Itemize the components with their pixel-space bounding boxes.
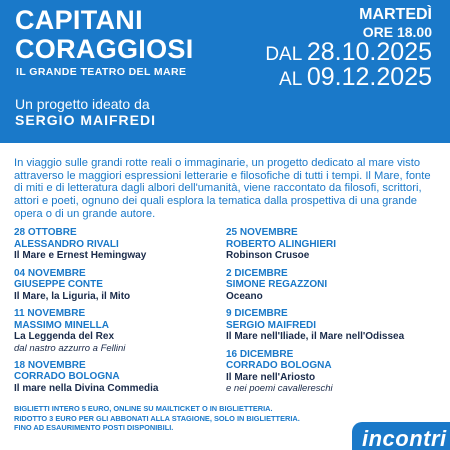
entry-speaker: MASSIMO MINELLA — [14, 319, 109, 331]
event-subtitle: IL GRANDE TEATRO DEL MARE — [16, 66, 187, 78]
entry-date: 11 NOVEMBRE — [14, 308, 86, 319]
schedule-left-column — [14, 227, 229, 400]
event-title — [15, 6, 194, 64]
ticket-line-2: RIDOTTO 3 EURO PER GLI ABBONATI ALLA STAGIONE, SOLO IN BIGLIETTERIA. — [14, 413, 300, 423]
schedule-entry — [14, 360, 229, 395]
entry-title: Oceano — [226, 290, 263, 302]
entry-title: Il Mare nell'Iliade, il Mare nell'Odissea — [226, 331, 405, 342]
entry-date: 28 OTTOBRE — [14, 227, 77, 238]
entry-speaker: CORRADO BOLOGNA — [14, 371, 120, 382]
entry-speaker: ALESSANDRO RIVALI — [14, 238, 119, 250]
entry-subtitle: e nei poemi cavallereschi — [226, 383, 333, 394]
ticket-label: BIGLIETTI — [14, 404, 50, 413]
header-banner — [0, 0, 450, 143]
ticket-line-1 — [14, 404, 344, 414]
schedule-right-column — [226, 227, 441, 400]
entry-date: 25 NOVEMBRE — [226, 227, 298, 238]
ticket-info — [14, 404, 344, 433]
entry-speaker: CORRADO BOLOGNA — [226, 360, 332, 371]
schedule-entry — [226, 349, 441, 395]
date-from-value: 28.10.2025 — [306, 38, 432, 66]
schedule-entry — [14, 227, 229, 262]
entry-date: 18 NOVEMBRE — [14, 359, 86, 371]
entry-title: Il Mare e Ernest Hemingway — [14, 250, 147, 261]
title-line-1: CAPITANI — [15, 5, 143, 35]
ticket-line-3: FINO AD ESAURIMENTO POSTI DISPONIBILI. — [14, 423, 174, 432]
entry-speaker: SIMONE REGAZZONI — [226, 279, 328, 290]
entry-title: La Leggenda del Rex — [14, 331, 115, 342]
entry-speaker: ROBERTO ALINGHIERI — [226, 238, 337, 250]
schedule-entry — [226, 268, 441, 303]
entry-date: 04 NOVEMBRE — [14, 267, 86, 279]
entry-title: Il mare nella Divina Commedia — [14, 382, 159, 394]
ticket-line-1-text: INTERO 5 EURO, ONLINE SU MAILTICKET O IN BIGLIETTERIA. — [51, 404, 273, 413]
entry-title: Robinson Crusoe — [226, 250, 310, 261]
date-block — [265, 6, 432, 91]
date-to-value: 09.12.2025 — [306, 63, 432, 91]
weekday: MARTEDÌ — [359, 6, 432, 23]
entry-date: 9 DICEMBRE — [226, 308, 288, 319]
project-author: SERGIO MAIFREDI — [15, 112, 157, 128]
schedule-entry — [14, 268, 229, 303]
entry-speaker: SERGIO MAIFREDI — [226, 319, 317, 331]
schedule-entry — [14, 308, 229, 354]
intro-paragraph: In viaggio sulle grandi rotte reali o immaginarie, un progetto dedicato al mare visto attraverso le maggiori espressioni letterarie e filosofiche di tutti i tempi. Il Mare, fonte di miti e di letteratura dagli albori dell'umanità, viene raccontato da filosofi, scrittori, attori e poeti, ognuno dei quali esplora la tematica dalla prospettiva di una grande opera o di un grande autore. — [14, 157, 431, 220]
schedule-entry — [226, 308, 441, 343]
series-badge — [352, 422, 450, 450]
entry-title: Il Mare nell'Ariosto — [226, 371, 316, 383]
entry-date: 2 DICEMBRE — [226, 267, 288, 279]
entry-subtitle: dal nastro azzurro a Fellini — [14, 342, 126, 354]
title-line-2: CORAGGIOSI — [15, 34, 194, 64]
date-from-prefix: DAL — [265, 44, 302, 65]
start-time: ORE 18.00 — [362, 24, 432, 40]
schedule-entry — [226, 227, 441, 262]
entry-speaker: GIUSEPPE CONTE — [14, 279, 103, 290]
project-credit: Un progetto ideato da — [15, 96, 150, 112]
entry-title: Il Mare, la Liguria, il Mito — [14, 290, 131, 302]
badge-label: incontri — [362, 426, 447, 450]
entry-date: 16 DICEMBRE — [226, 348, 294, 360]
date-to — [265, 63, 432, 91]
date-to-prefix: AL — [279, 69, 302, 90]
